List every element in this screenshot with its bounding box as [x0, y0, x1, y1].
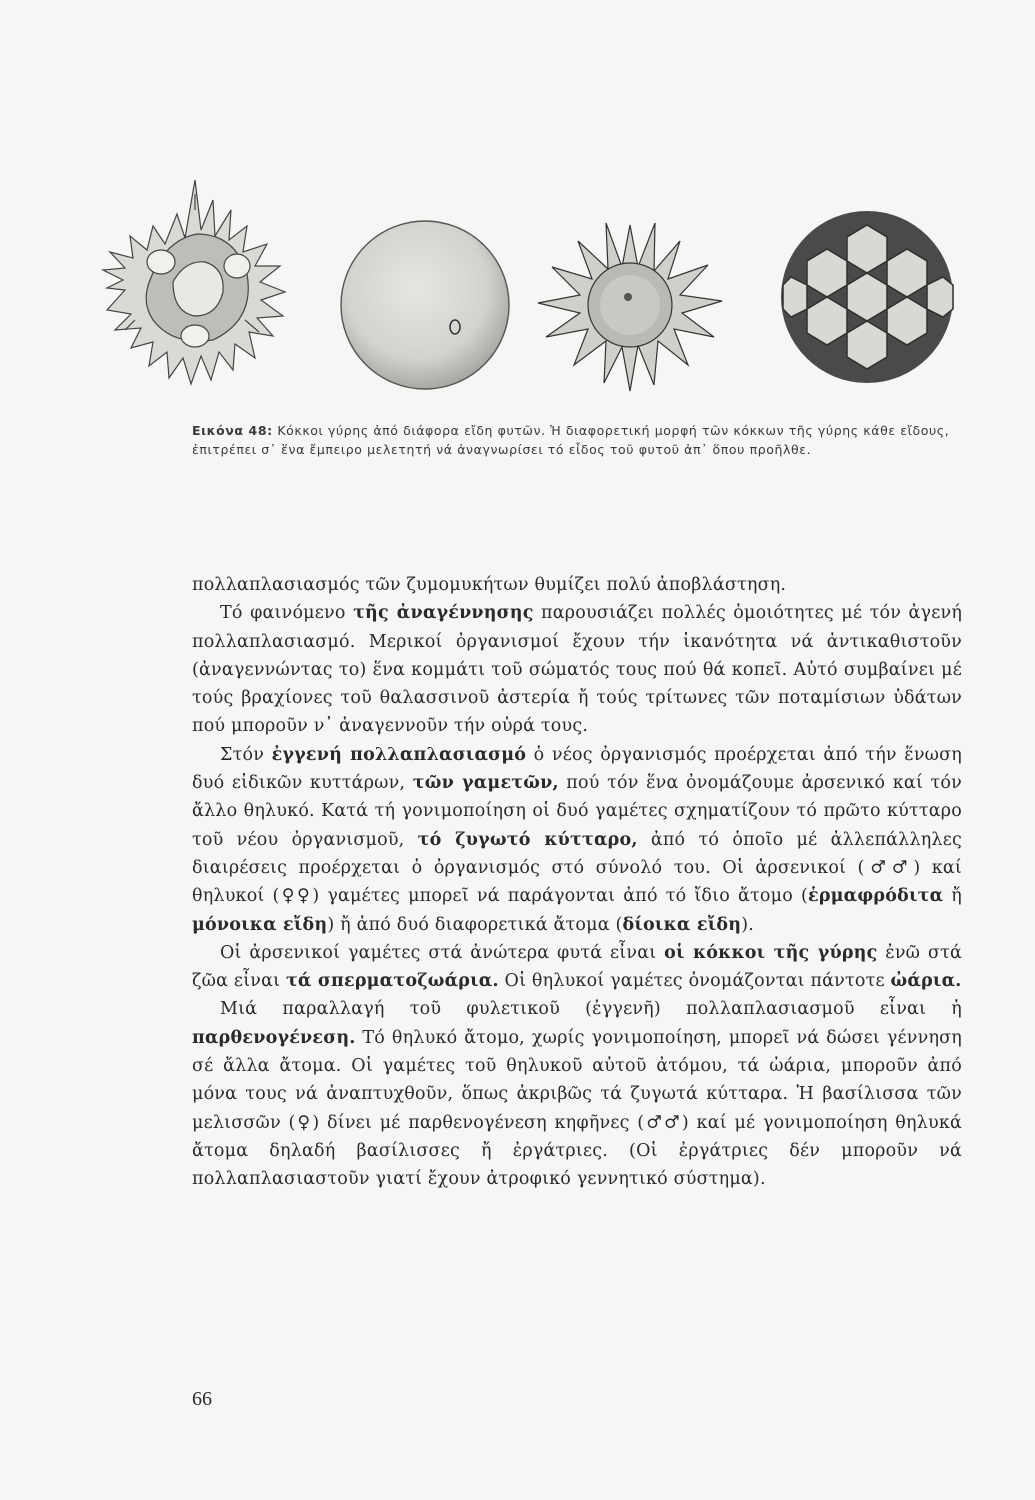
term-sperm: τά σπερματοζωάρια. [285, 971, 499, 992]
page-number: 66 [192, 1388, 212, 1410]
term-hermaphrodite: ἑρμαφρόδιτα [808, 886, 944, 907]
body-text [192, 571, 962, 1194]
figure-caption [192, 421, 962, 459]
pollen-grain-smooth-sphere [335, 215, 515, 395]
paragraph: Τό φαινόμενο τῆς ἀναγέννησης παρουσιάζει πολλές ὁμοιότητες μέ τόν ἀγενή πολλαπλασιασμό. Μερικοί ὀργανισμοί ἔχουν τήν ἱκανότητα νά ἀντικαθιστοῦν (ἀναγεννώντας το) ἕνα κομμάτι τοῦ σώματός τους πού θά κοπεῖ. Αὐτό συμβαίνει μέ τούς βραχίονες τοῦ θαλασσινοῦ ἀστερία ἤ τούς τρίτωνες τῶν ποταμίσιων ὑδάτων πού μποροῦν ν᾽ ἀναγεννοῦν τήν οὐρά τους. [192, 603, 962, 737]
pollen-grain-spiky-triangular [95, 170, 300, 395]
term-monoecious: μόνοικα εἴδη [192, 914, 328, 935]
term-regeneration: τῆς ἀναγέννησης [353, 603, 534, 624]
term-sexual-reproduction: ἐγγενή πολλαπλασιασμό [271, 744, 527, 765]
paragraph: πολλαπλασιασμός τῶν ζυμομυκήτων θυμίζει πολύ ἀποβλάστηση. [192, 575, 787, 595]
paragraph: Οἱ ἀρσενικοί γαμέτες στά ἀνώτερα φυτά εἶναι οἱ κόκκοι τῆς γύρης ἐνῶ στά ζῶα εἶναι τά σπερματοζωάρια. Οἱ θηλυκοί γαμέτες ὀνομάζονται πάντοτε ὠάρια. [192, 942, 962, 992]
term-gametes: τῶν γαμετῶν, [412, 773, 559, 794]
caption-label: Εικόνα 48: [192, 423, 273, 438]
term-parthenogenesis: παρθενογένεση. [192, 1027, 356, 1048]
term-ova: ὠάρια. [890, 971, 962, 992]
term-zygote: τό ζυγωτό κύτταρο, [417, 829, 638, 850]
caption-text: Κόκκοι γύρης ἀπό διάφορα εἴδη φυτῶν. Ἡ διαφορετική μορφή τῶν κόκκων τῆς γύρης κάθε εἴδους, ἐπιτρέπει σ᾽ ἕνα ἔμπειρο μελετητή νά ἀναγνωρίσει τό εἶδος τοῦ φυτοῦ ἀπ᾽ ὅπου προῆλθε. [192, 423, 950, 457]
pollen-grain-spiky-round [530, 205, 730, 395]
term-dioecious: δίοικα εἴδη [622, 914, 742, 935]
paragraph: Μιά παραλλαγή τοῦ φυλετικοῦ (ἐγγενῆ) πολλαπλασιασμοῦ εἶναι ἡ παρθενογένεση. Τό θηλυκό ἄτομο, χωρίς γονιμοποίηση, μπορεῖ νά δώσει γέννηση σέ ἄλλα ἄτομα. Οἱ γαμέτες τοῦ θηλυκοῦ αὐτοῦ ἀτόμου, τά ὠάρια, μποροῦν ἀπό μόνα τους νά ἀναπτυχθοῦν, ὅπως ἀκριβῶς τά ζυγωτά κύτταρα. Ἡ βασίλισσα τῶν μελισσῶν (♀) δίνει μέ παρθενογένεση κηφῆνες (♂♂) καί μέ γονιμοποίηση θηλυκά ἄτομα δηλαδή βασίλισσες ἤ ἐργάτριες. (Οἱ ἐργάτριες δέν μποροῦν νά πολλαπλασιαστοῦν γιατί ἔχουν ἀτροφικό γεννητικό σύστημα). [192, 999, 962, 1190]
pollen-grain-reticulate [775, 205, 960, 390]
pollen-figures [0, 0, 1035, 420]
paragraph: Στόν ἐγγενή πολλαπλασιασμό ὁ νέος ὀργανισμός προέρχεται ἀπό τήν ἕνωση δυό εἰδικῶν κυττάρων, τῶν γαμετῶν, πού τόν ἕνα ὀνομάζουμε ἀρσενικό καί τόν ἄλλο θηλυκό. Κατά τή γονιμοποίηση οἱ δυό γαμέτες σχηματίζουν τό πρῶτο κύτταρο τοῦ νέου ὀργανισμοῦ, τό ζυγωτό κύτταρο, ἀπό τό ὁποῖο μέ ἀλλεπάλληλες διαιρέσεις προέρχεται ὁ ὀργανισμός στό σύνολό του. Οἱ ἀρσενικοί (♂♂) καί θηλυκοί (♀♀) γαμέτες μπορεῖ νά παράγονται ἀπό τό ἴδιο ἄτομο (ἑρμαφρόδιτα ἤ μόνοικα εἴδη) ἤ ἀπό δυό διαφορετικά ἄτομα (δίοικα εἴδη). [192, 744, 962, 935]
term-pollen: οἱ κόκκοι τῆς γύρης [664, 942, 878, 963]
